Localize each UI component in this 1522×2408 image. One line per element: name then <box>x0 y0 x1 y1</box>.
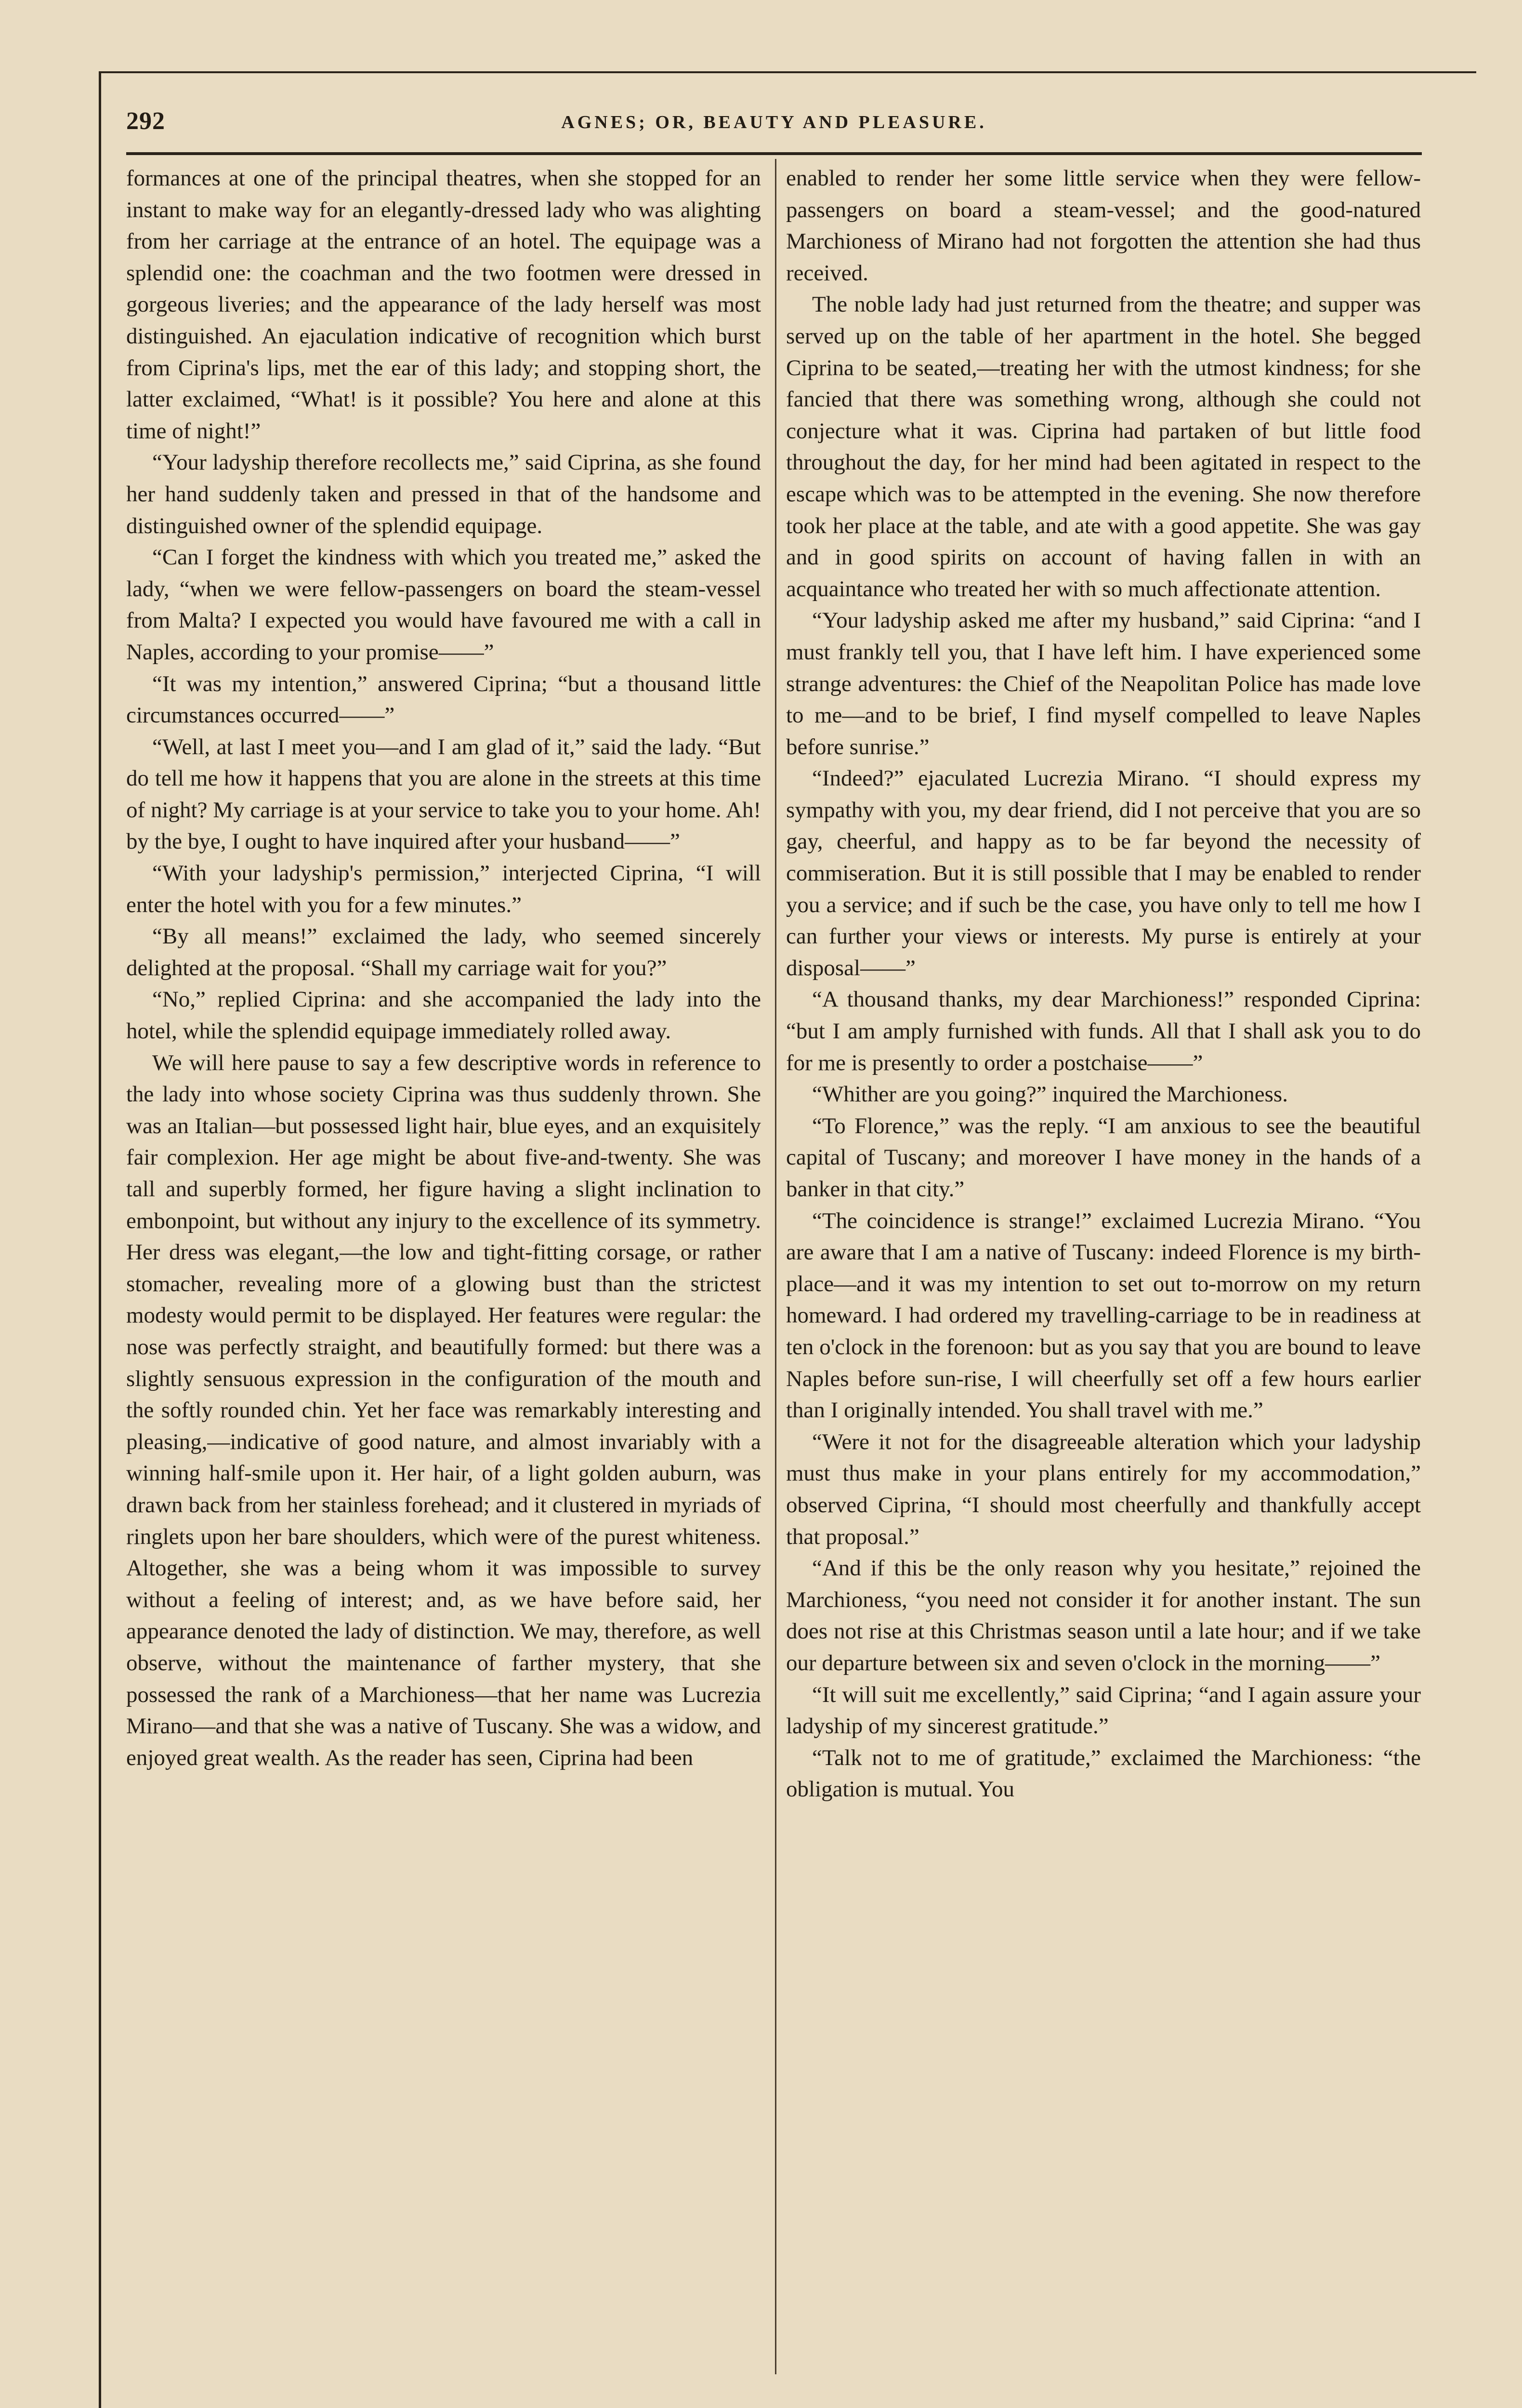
paragraph: “No,” replied Ciprina: and she accompanied the lady into the hotel, while the splendid equipage immediately rolled away. <box>126 987 761 1044</box>
paragraph: “By all means!” exclaimed the lady, who seemed sincerely delighted at the proposal. “Shall my carriage wait for you?” <box>126 924 761 981</box>
page-border-top <box>99 71 1476 73</box>
paragraph: “It was my intention,” answered Ciprina; “but a thousand little circumstances occurred——” <box>126 671 761 728</box>
paragraph: “To Florence,” was the reply. “I am anxious to see the beautiful capital of Tuscany; and moreover I have money in the hands of a banker in that city.” <box>786 1113 1421 1202</box>
paragraph: “Well, at last I meet you—and I am glad of it,” said the lady. “But do tell me how it happens that you are alone in the streets at this time of night? My carriage is at your service to take you to your home. Ah! by the bye, I ought to have inquired after your husband——” <box>126 734 761 854</box>
page-number: 292 <box>126 107 165 135</box>
page-header <box>126 107 1422 141</box>
paragraph: “Were it not for the disagreeable alteration which your ladyship must thus make in your plans entirely for my accommodation,” observed Ciprina, “I should most cheerfully and thankfully accept that proposal.” <box>786 1429 1421 1549</box>
paragraph: formances at one of the principal theatres, when she stopped for an instant to make way for an elegantly-dressed lady who was alighting from her carriage at the entrance of an hotel. The equipage was a splendid one: the coachman and the two footmen were dressed in gorgeous liveries; and the appearance of the lady herself was most distinguished. An ejaculation indicative of recognition which burst from Ciprina's lips, met the ear of this lady; and stopping short, the latter exclaimed, “What! is it possible? You here and alone at this time of night!” <box>126 166 761 444</box>
paragraph: “With your ladyship's permission,” interjected Ciprina, “I will enter the hotel with you for a few minutes.” <box>126 861 761 917</box>
column-divider <box>775 159 776 2374</box>
running-title: AGNES; OR, BEAUTY AND PLEASURE. <box>561 112 987 132</box>
header-rule <box>126 152 1422 155</box>
paragraph: The noble lady had just returned from the theatre; and supper was served up on the table of her apartment in the hotel. She begged Ciprina to be seated,—treating her with the utmost kindness; for she fancied that there was something wrong, although she could not conjecture what it was. Ciprina had partaken of but little food throughout the day, for her mind had been agitated in respect to the escape which was to be attempted in the evening. She now therefore took her place at the table, and ate with a good appetite. She was gay and in good spirits on account of having fallen in with an acquaintance who treated her with so much affectionate attention. <box>786 292 1421 602</box>
paragraph: “Indeed?” ejaculated Lucrezia Mirano. “I should express my sympathy with you, my dear friend, did I not perceive that you are so gay, cheerful, and happy as to be far beyond the necessity of commiseration. But it is still possible that I may be enabled to render you a service; and if such be the case, you have only to tell me how I can further your views or interests. My purse is entirely at your disposal——” <box>786 766 1421 981</box>
left-column <box>126 163 761 2381</box>
paragraph: “Your ladyship asked me after my husband,” said Ciprina: “and I must frankly tell you, that I have left him. I have experienced some strange adventures: the Chief of the Neapolitan Police has made love to me—and to be brief, I find myself compelled to leave Naples before sunrise.” <box>786 608 1421 759</box>
paragraph: “A thousand thanks, my dear Marchioness!” responded Ciprina: “but I am amply furnished with funds. All that I shall ask you to do for me is presently to order a postchaise——” <box>786 987 1421 1075</box>
paragraph: “And if this be the only reason why you hesitate,” rejoined the Marchioness, “you need not consider it for another instant. The sun does not rise at this Christmas season until a late hour; and if we take our departure between six and seven o'clock in the morning——” <box>786 1556 1421 1675</box>
paragraph: “Whither are you going?” inquired the Marchioness. <box>812 1082 1288 1107</box>
paragraph: “It will suit me excellently,” said Ciprina; “and I again assure your ladyship of my sincerest gratitude.” <box>786 1682 1421 1739</box>
right-column <box>786 163 1421 2381</box>
paragraph: We will here pause to say a few descriptive words in reference to the lady into whose society Ciprina was thus suddenly thrown. She was an Italian—but possessed light hair, blue eyes, and an exquisitely fair complexion. Her age might be about five-and-twenty. She was tall and superbly formed, her figure having a slight inclination to embonpoint, but without any injury to the excellence of its symmetry. Her dress was elegant,—the low and tight-fitting corsage, or rather stomacher, revealing more of a glowing bust than the strictest modesty would permit to be displayed. Her features were regular: the nose was perfectly straight, and beautifully formed: but there was a slightly sensuous expression in the configuration of the mouth and the softly rounded chin. Yet her face was remarkably interesting and pleasing,—indicative of good nature, and almost invariably with a winning half-smile upon it. Her hair, of a light golden auburn, was drawn back from her stainless forehead; and it clustered in myriads of ringlets upon her bare shoulders, which were of the purest whiteness. Altogether, she was a being whom it was impossible to survey without a feeling of interest; and, as we have before said, her appearance denoted the lady of distinction. We may, therefore, as well observe, without the maintenance of farther mystery, that she possessed the rank of a Marchioness—that her name was Lucrezia Mirano—and that she was a native of Tuscany. She was a widow, and enjoyed great wealth. As the reader has seen, Ciprina had been <box>126 1050 761 1770</box>
paragraph: enabled to render her some little service when they were fellow-passengers on board a steam-vessel; and the good-natured Marchioness of Mirano had not forgotten the attention she had thus received. <box>786 166 1421 286</box>
paragraph: “Talk not to me of gratitude,” exclaimed the Marchioness: “the obligation is mutual. You <box>786 1745 1421 1802</box>
page-border-left <box>99 71 101 2408</box>
paragraph: “The coincidence is strange!” exclaimed Lucrezia Mirano. “You are aware that I am a native of Tuscany: indeed Florence is my birth-place—and it was my intention to set out to-morrow on my return homeward. I had ordered my travelling-carriage to be in readiness at ten o'clock in the forenoon: but as you say that you are bound to leave Naples before sun-rise, I will cheerfully set off a few hours earlier than I originally intended. You shall travel with me.” <box>786 1208 1421 1423</box>
paragraph: “Your ladyship therefore recollects me,” said Ciprina, as she found her hand suddenly taken and pressed in that of the handsome and distinguished owner of the splendid equipage. <box>126 450 761 538</box>
paragraph: “Can I forget the kindness with which you treated me,” asked the lady, “when we were fellow-passengers on board the steam-vessel from Malta? I expected you would have favoured me with a call in Naples, according to your promise——” <box>126 545 761 665</box>
